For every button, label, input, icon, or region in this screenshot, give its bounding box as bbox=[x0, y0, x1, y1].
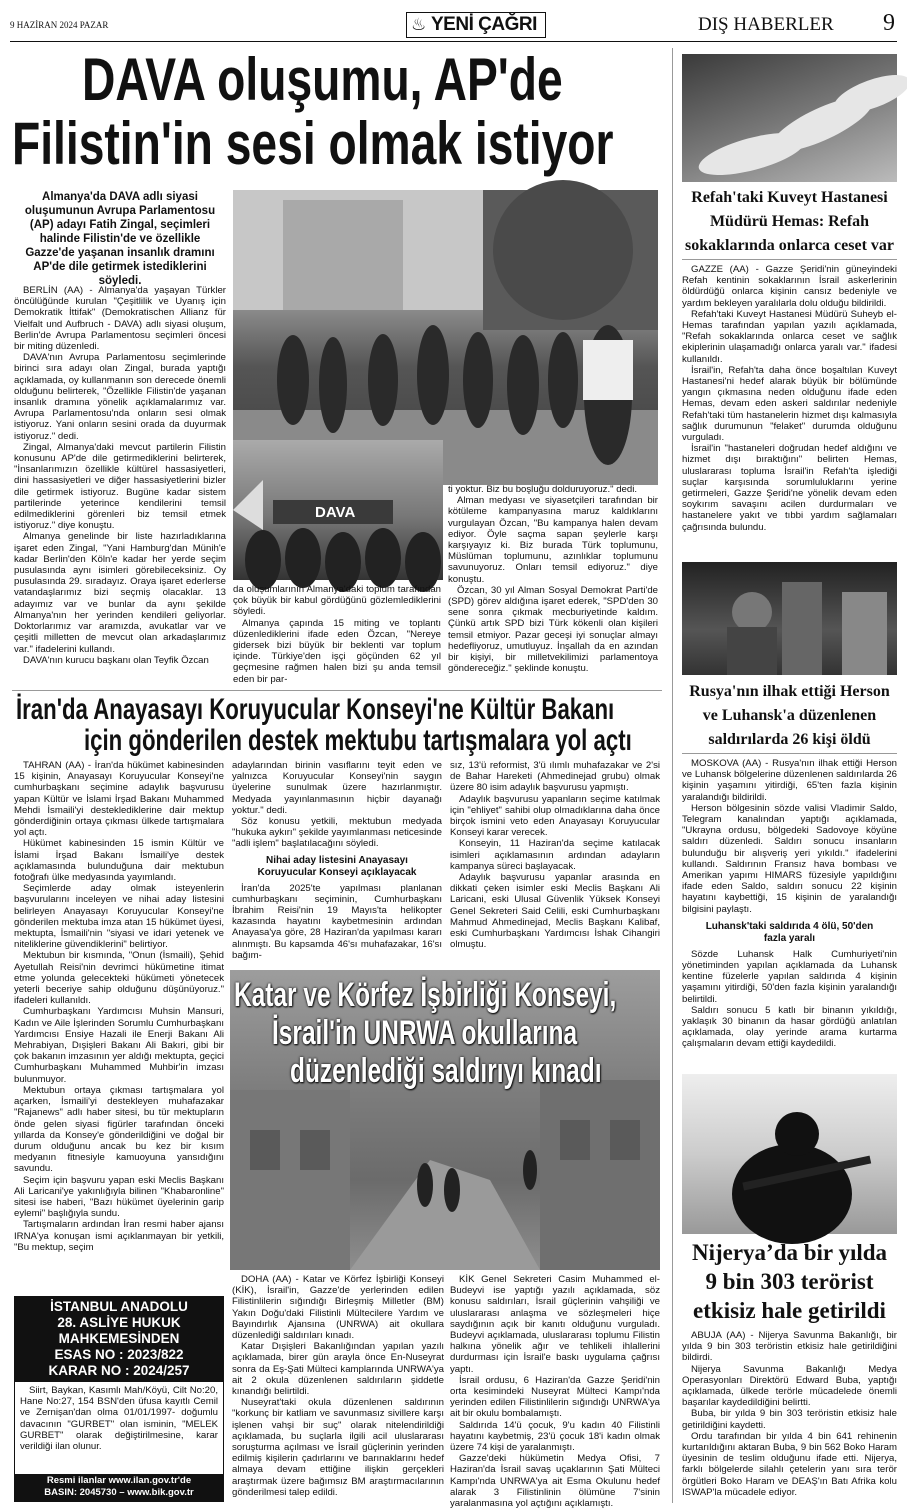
legal-line5: KARAR NO : 2024/257 bbox=[48, 1363, 190, 1378]
paragraph: Ordu tarafından bir yılda 4 bin 641 rehinenin kurtarıldığını aktaran Buba, 9 bin 562 Boko Haram üyesinin de teslim olduğunu ifade etti. Nijerya, farklı bölgelerde silahlı çetelerin yanı sıra terör örgütleri Boko Haram ve DEAŞ'ın Batı Afrika kolu ISWAP'la mücadele ediyor. bbox=[682, 1430, 897, 1498]
nigeria-headline-line3: etkisiz hale getirildi bbox=[693, 1298, 886, 1323]
paragraph: Adaylık başvurusu yapanlar arasında en dikkati çeken isimler eski Meclis Başkanı Ali Laricani, eski Ulusal Güvenlik Yüksek Konseyi Genel Sekreteri Said Celili, eski Cumhurbaşkanı Mahmud Ahmedinejad, Meclis Başkanı Kalibaf, eski Cumhurbaşkanı Yardımcısı İshak Cihangiri olmuştu. bbox=[450, 872, 660, 951]
gaza-headline-line2: İsrail'in UNRWA okullarına bbox=[272, 1014, 578, 1052]
paragraph: MOSKOVA (AA) - Rusya'nın ilhak ettiği Herson ve Luhansk bölgelerine düzenlenen saldırılarda 26 kişinin yaşamını yitirdiği, 65'ten fazla kişinin yaralandığı bildirildi. bbox=[682, 758, 897, 803]
refah-headline: Refah'taki Kuveyt Hastanesi Müdürü Hemas: Refah sokaklarında onlarca ceset var bbox=[682, 186, 897, 260]
iran-headline-line2: için gönderilen destek mektubu tartışmalara yol açtı bbox=[84, 724, 632, 757]
paragraph: Cumhurbaşkanı Yardımcısı Muhsin Mansuri, Kadın ve Aile İşlerinden Sorumlu Cumhurbaşkanı Yardımcısı Ensiye Hazali ile Enerji Bakanı Ali Mehrabiyan, Dışişleri Bakanı Ali Bakıri, gibi bir çok bakanın imzasının yer aldığı mektupta, geçici Cumhurbaşkanı Muhammed Muhbir'in imzası bulunmuyor. bbox=[14, 1006, 224, 1085]
paragraph: Almanya genelinde bir liste hazırladıklarına işaret eden Zingal, "Yani Hamburg'dan Münih'e kadar Berlin'den Köln'e kadar her yerde seçim pusulasında aynı isimleri görebileceksiniz. Oy pusulasında 29. sıradayız. Oraya işaret ederlerse vatandaşlarımız bizi seçmiş olacaklar. 13 adayımız var ve bunlar da aynı şekilde Almanya'nın her yerinden kendileri geliyorlar. Doktorlarımız var aramızda, avukatlar var ve çeşitli milletten de mevcut olan arkadaşlarımız var." ifadelerini kullandı. bbox=[14, 531, 226, 655]
iran-headline-line1: İran'da Anayasayı Koruyucular Konseyi'ne Kültür Bakanı bbox=[16, 693, 615, 726]
paragraph: GAZZE (AA) - Gazze Şeridi'nin güneyindeki Refah kentinin sokaklarının İsrail askerlerinin öldürdüğü onlarca kişinin cansız bedeniyle ve yardım bekleyen yaralılarla dolu olduğu bildirildi. bbox=[682, 264, 897, 309]
nigeria-headline bbox=[682, 1238, 897, 1328]
legal-notice-header bbox=[15, 1297, 223, 1382]
main-story-col2 bbox=[233, 584, 441, 685]
main-story-col1 bbox=[14, 285, 226, 677]
paragraph: Saldırıda 14'ü çocuk, 9'u kadın 40 Filistinli hayatını kaybetmiş, 23'ü çocuk 18'i kadın olmak üzere 74 kişi de yaralanmıştı. bbox=[450, 1419, 660, 1454]
paragraph: Katar Dışişleri Bakanlığından yapılan yazılı açıklamada, birer gün arayla önce En-Nuseyrat sonra da Eş-Şati Mülteci kamplarında UNRWA'ya ait 2 okula düzenlenen saldırıların şiddetle kınandığı belirtildi. bbox=[232, 1341, 444, 1398]
paragraph: ABUJA (AA) - Nijerya Savunma Bakanlığı, bir yılda 9 bin 303 teröristin etkisiz hale getirildiğini bildirdi. bbox=[682, 1330, 897, 1364]
refah-text bbox=[682, 264, 897, 556]
nigeria-text bbox=[682, 1330, 897, 1502]
gaza-school-photo bbox=[230, 970, 660, 1270]
dava-banner-text: DAVA bbox=[315, 504, 356, 521]
herson-photo bbox=[682, 562, 897, 675]
gaza-headline-line1: Katar ve Körfez İşbirliği Konseyi, bbox=[234, 976, 617, 1014]
paragraph: Alman medyası ve siyasetçileri tarafından bir kötüleme kampanyasına maruz kaldıklarını vurgulayan Özcan, "Bu kampanya halen devam ediyor. Öyle saçma sapan şeylerle karşı karşıyayız ki. Biz burada Türk toplumunu, Müslüman toplumunu, azınlıklar toplumunu savunuyoruz. Onları temsil ediyoruz." diye konuştu. bbox=[448, 495, 658, 585]
paragraph: BERLİN (AA) - Almanya'da yaşayan Türkler öncülüğünde kurulan "Çeşitlilik ve Uyanış için Demokratik İttifak" (Demokratischen Allianz für Vielfalt und Aufbruch - DAVA) adlı siyasi oluşum, Berlin'de Avrupa Parlamentosu seçimleri öncesi bir miting düzenledi. bbox=[14, 285, 226, 353]
paragraph: Refah'taki Kuveyt Hastanesi Müdürü Suheyb el-Hemas tarafından yapılan yazılı açıklamada, "Refah sokaklarında onlarca ceset ve sağlık ekiplerinin ulaşamadığı onlarca yaralı var." ifadesi kullanıldı. bbox=[682, 308, 897, 365]
sidebar-divider bbox=[672, 48, 673, 1503]
legal-line1: İSTANBUL ANADOLU bbox=[50, 1299, 188, 1314]
nigeria-photo bbox=[682, 1074, 897, 1234]
russia-headline: Rusya'nın ilhak ettiği Herson ve Luhansk'a düzenlenen saldırılarda 26 kişi öldü bbox=[682, 680, 897, 754]
legal-line3: MAHKEMESİNDEN bbox=[58, 1331, 180, 1346]
section-title: DIŞ HABERLER bbox=[698, 14, 834, 35]
paragraph: Zingal, Almanya'daki mevcut partilerin Filistin konusunu AP'de dile getirmediklerini belirterek, "İnsanlarımızın özellikle kültürel hassasiyetleri, dini hassasiyetleri ve diğer hassasiyetlerini bizler dile getirmek istiyoruz. Bugüne kadar sistem partilerinde yeterince kendilerini temsil edilmediklerini görenleri biz temsil etmek istiyoruz." diye konuştu. bbox=[14, 441, 226, 532]
iran-subhead: Nihai aday listesini Anayasayı Koruyucular Konseyi açıklayacak bbox=[257, 854, 417, 878]
dava-banner-photo bbox=[233, 440, 443, 580]
paragraph: KİK Genel Sekreteri Casim Muhammed el-Budeyvi ise yaptığı yazılı açıklamada, söz konusu saldırıları, İsrail güçlerinin vahşiliği ve uluslararası anlaşma ve sözleşmeleri hiçe saydığının açık bir kanıtı olduğunu vurguladı. Budeyvi açıklamada, uluslararası toplumu Filistin halkına yönelik ağır ve tehlikeli ihlallerini durdurması için İsrail'e baskı uygulama çağrısı yaptı. bbox=[450, 1274, 660, 1375]
nigeria-photo-drawing bbox=[682, 1074, 897, 1234]
paragraph: Seçimlerde aday olmak isteyenlerin başvurularını inceleyen ve nihai aday listesini belirleyen Anayasayı Koruyucular Konseyi'ne gönderilen mektuba imza atan 15 hükümet üyesi, mektupta, İsmaili'nin "siyasi ve idari yetenek ve niteliklerine güvendiklerini" belirtiyor. bbox=[14, 883, 224, 951]
legal-notice-footer bbox=[15, 1474, 223, 1501]
refah-photo-drawing bbox=[682, 54, 897, 182]
paragraph: Herson bölgesinin sözde valisi Vladimir Saldo, Telegram kanalından yaptığı açıklamada, "Ukrayna ordusu, bölgedeki Sadovoye köyüne saldırı düzenledi. Saldırı sonucu insanların bulunduğu bir alışveriş yeri yıkıldı." ifadelerini kullandı. Saldırının Fransız hava bombası ve Amerikan yapımı HIMARS füzesiyle yapıldığını ifade eden Saldo, saldırı sonucu 22 kişinin hayatını kaybettiği, 15 kişinin de yaralandığı bilgisini paylaştı. bbox=[682, 802, 897, 915]
paragraph: Hükümet kabinesinden 15 ismin Kültür ve İslami İrşad Bakanı İsmaili'ye destek açıklamasında bulunduğuna dair mektubun fotoğrafı ülke medyasında yayımlandı. bbox=[14, 838, 224, 884]
newspaper-logo bbox=[406, 12, 546, 38]
paragraph: Özcan, 30 yıl Alman Sosyal Demokrat Parti'de (SPD) görev aldığına işaret ederek, "SPD'den 30 sene sonra çıkmak mecburiyetinde kaldım. Çünkü artık SPD bizi Türk kökenli olan kişileri temsil etmiyor. Pazar geceşi iyi sonuçlar almayı hedefliyoruz, umutluyuz. İnşallah da en azından bir kişiyi, bir milletvekilimizi parlamentoya göndereceğiz." şeklinde konuştu. bbox=[448, 584, 658, 675]
paragraph: Söz konusu yetkili, mektubun medyada "hukuka aykırı" şekilde yayımlanması neticesinde "adli işlem" başlatılacağını söyledi. bbox=[232, 816, 442, 850]
refah-photo bbox=[682, 54, 897, 182]
main-story-lead: Almanya'da DAVA adlı siyasi oluşumunun Avrupa Parlamentosu (AP) adayı Fatih Zingal, seçimleri halinde Filistin'de ve özellikle Gazze'de yaşanan insanlık dramını AP'de dile getirmek istediklerini söyledi. bbox=[24, 191, 216, 287]
legal-line4: ESAS NO : 2023/822 bbox=[54, 1347, 184, 1362]
herson-photo-drawing bbox=[682, 562, 897, 675]
nigeria-headline-line2: 9 bin 303 terörist bbox=[705, 1269, 874, 1294]
paragraph: DAVA'nın Avrupa Parlamentosu seçimlerinde birinci sıra adayı olan Zingal, burada yaptığı açıklamada, oy kullanmanın son derecede önemli olduğunu belirterek, "Özellikle Filistin'de yaşanan insanlık dramına yönelik açıklamalarımız var. Avrupa Parlamentosu'nda onların sesi olmak istiyoruz. Yani onların sesini orada da duyurmak istiyoruz." dedi. bbox=[14, 352, 226, 442]
page-number: 9 bbox=[883, 10, 895, 36]
paragraph: İsrail'in, Refah'ta daha önce boşaltılan Kuveyt Hastanesi'ni hedef alarak büyük bir bölümünde yangın çıkmasına neden olduğunu ifade eden Hemas, devam eden askeri saldırılar nedeniyle Refah'taki tüm hastanelerin hizmet dışı kalmasıyla sağlık durumunun "felaket" durumda olduğunu vurguladı. bbox=[682, 364, 897, 444]
page-header bbox=[10, 8, 897, 42]
gaza-col2 bbox=[450, 1274, 660, 1509]
paragraph: ti yoktur. Biz bu boşluğu dolduruyoruz." dedi. bbox=[448, 484, 637, 495]
paragraph: adaylarından birinin vasıflarını teyit eden ve yalnızca Koruyucular Konseyi'nin saygın üyelerine sunulmak üzere hazırlanmıştır. Medyada yayınlanmasının hiçbir dayanağı yoktur." dedi. bbox=[232, 760, 442, 816]
paragraph: da oluşumlarının Almanya'daki toplum tarafından çok büyük bir kabul gördüğünü gözlemlediklerini söyledi. bbox=[233, 584, 441, 618]
main-story-col3 bbox=[448, 484, 658, 676]
paragraph: TAHRAN (AA) - İran'da hükümet kabinesinden 15 kişinin, Anayasayı Koruyucular Konseyi'ne cumhurbaşkanı seçimine adaylık başvurusu yapan Kültür ve İslami İrşad Bakanı Muhammed Mehdi İsmaili'yi desteklediklerine dair mektup gönderdiğinin ortaya çıkması ülkede tartışmalara yol açtı. bbox=[14, 760, 224, 839]
iran-col2 bbox=[232, 760, 442, 968]
russia-text bbox=[682, 758, 897, 1068]
iran-col1 bbox=[14, 760, 224, 1280]
main-headline-line2: Filistin'in sesi olmak istiyor bbox=[12, 110, 614, 177]
paragraph: İsrail'in "hastaneleri doğrudan hedef aldığını ve hizmet dışı bıraktığını" belirten Hemas, uluslararası topluma İsrail'in Refah'ta işlediği suçlar karşısında sorumluluklarını yerine getirmeleri, Gazze Şeridi'ne yönelik devam eden soykırım savaşını acilen durdurmaları ve hastanelere yakıt ve tıbbi yardım sağlamaları çağrısında bulundu. bbox=[682, 443, 897, 533]
gaza-headline-line3: düzenlediği saldırıyı kınadı bbox=[290, 1052, 602, 1090]
paragraph: Tartışmaların ardından İran resmi haber ajansı IRNA'ya konuşan ismi açıklanmayan bir yetkili, "Bu mektup, seçim bbox=[14, 1219, 224, 1253]
nigeria-headline-line1: Nijerya’da bir yılda bbox=[691, 1240, 888, 1265]
paragraph: Konseyin, 11 Haziran'da seçime katılacak isimleri açıklamasının ardından adayların kampanya süreci başlayacak. bbox=[450, 838, 660, 872]
paragraph: sız, 13'ü reformist, 3'ü ılımlı muhafazakar ve 2'si de Bahar Hareketi (Ahmedinejad grubu) olmak üzere 80 isim adaylık başvurusu yapmıştı. bbox=[450, 760, 660, 794]
issue-date: 9 HAZİRAN 2024 PAZAR bbox=[10, 20, 109, 30]
paragraph: Seçim için başvuru yapan eski Meclis Başkanı Ali Laricani'ye yakınlığıyla bilinen "Khabaronline" sitesi ise haberi, "Bazı hükümet üyelerinin garip eylemi" başlığıyla sundu. bbox=[14, 1174, 224, 1220]
paragraph: DOHA (AA) - Katar ve Körfez İşbirliği Konseyi (KİK), İsrail'in, Gazze'de yerlerinden edilen Filistinlilerin sığındığı Birleşmiş Milletler (BM) Yakın Doğu'daki Filistinli Mültecilere Yardım ve Bayındırlık Ajansına (UNRWA) ait okullara düzenlediği saldırıları kınadı. bbox=[232, 1274, 444, 1342]
paragraph: Mektubun bir kısmında, "Onun (İsmaili), Şehid Ayetullah Reisi'nin devrimci hükümetine itimat etme yolunda gelecekteki hükümeti yönetecek yeterli beceriye sahip olduğunu düşünüyoruz." ifadeleri kullanıldı. bbox=[14, 950, 224, 1007]
paragraph: İsrail ordusu, 6 Haziran'da Gazze Şeridi'nin orta kesimindeki Nuseyrat Mülteci Kampı'nda yerinden edilen Filistinlilerin sığındığı UNRWA'ya ait bir okulu bombalamıştı. bbox=[450, 1374, 660, 1420]
paragraph: Nijerya Savunma Bakanlığı Medya Operasyonları Direktörü Edward Buba, yaptığı açıklamada, ülkede terörle mücadelede önemli başarılar kaydedildiğini belirtti. bbox=[682, 1363, 897, 1409]
paragraph: Sözde Luhansk Halk Cumhuriyeti'nin yönetiminden yapılan açıklamada da Luhansk kentine füzelerle yapılan saldırıda 4 kişinin yaşamını yitirdiği, 50'den fazla kişinin yaralandığı belirtildi. bbox=[682, 948, 897, 1005]
russia-subhead: Luhansk'taki saldırıda 4 ölü, 50'den fazla yaralı bbox=[705, 920, 874, 944]
logo-text: YENİ ÇAĞRI bbox=[431, 14, 537, 35]
paragraph: Saldırı sonucu 5 katlı bir binanın yıkıldığı, yaklaşık 30 binanın da hasar gördüğü anlatılan açıklamada, olay yerinde arama kurtarma çalışmaların devam ettiği kaydedildi. bbox=[682, 1004, 897, 1050]
iran-headline bbox=[12, 690, 662, 756]
paragraph: Buba, bir yılda 9 bin 303 teröristin etkisiz hale getirildiğini kaydetti. bbox=[682, 1408, 897, 1431]
legal-line2: 28. ASLİYE HUKUK bbox=[57, 1315, 181, 1330]
paragraph: DAVA'nın kurucu başkanı olan Teyfik Özcan bbox=[23, 654, 209, 666]
paragraph: Mektubun ortaya çıkması tartışmalara yol açarken, İsmaili'yi destekleyen muhafazakar "Rajanews" adlı haber sitesi, bu tür mektupların önde gelen siyasi figürler tarafından önceki yıllarda da Konsey'e gönderildiğini ve doğal bir durum olduğunu ancak bu kez bir kısım medyanın fitnesiyle kamuoyuna yansıdığını savundu. bbox=[14, 1084, 224, 1175]
paragraph: Adaylık başvurusu yapanların seçime katılmak için "ehliyet" sahibi olup olmadıklarına daha önce birçok ismini veto eden Anayasayı Koruyucular Konseyi karar verecek. bbox=[450, 793, 660, 839]
legal-notice-text bbox=[15, 1382, 223, 1464]
iran-col3 bbox=[450, 760, 660, 968]
paragraph: Siirt, Baykan, Kasımlı Mah/Köyü, Cilt No:20, Hane No:27, 154 BSN'den üfusa kayıtlı Cemil ve Zernişan'dan olma 01/01/1997- doğumlu davacının "GURBET" olan isminin, "MELEK GURBET" olarak değiştirilmesine, karar verildiği ilan olunur. bbox=[20, 1385, 218, 1453]
legal-footer2: BASIN: 2045730 – www.bik.gov.tr bbox=[44, 1487, 194, 1498]
main-headline-line1: DAVA oluşumu, AP'de bbox=[82, 46, 563, 113]
legal-footer1: Resmi ilanlar www.ilan.gov.tr'de bbox=[46, 1475, 192, 1486]
gaza-col1 bbox=[232, 1274, 444, 1502]
paragraph: Gazze'deki hükümetin Medya Ofisi, 7 Haziran'da İsrail savaş uçaklarının Şati Mülteci Kampı'nda UNRWA'ya ait Esma Okulunu hedef alarak 3 Filistinlinin ölümüne 7'sinin yaralanmasına yol açtığını açıklamıştı. bbox=[450, 1453, 660, 1509]
paragraph: Nuseyrat'taki okula düzenlenen saldırının "korkunç bir katliam ve savunmasız sivillere karşı işlenen vahşi bir suç" olarak nitelendirildiği açıklamada, bu suçlarla ilgili acil uluslararası soruşturma açılması ve İsrail güçlerinin yerinden edilmiş kişilerin çadırlarını ve barınaklarını hedef almaya devam ettiğine ilişkin gerçekleri araştırmak üzere bağımsız BM araştırmacılarının gönderilmesi talep edildi. bbox=[232, 1397, 444, 1498]
paragraph: Almanya çapında 15 miting ve toplantı düzenlediklerini ifade eden Özcan, "Nereye gidersek bizi büyük bir beklenti var toplum içinde. Türkiye'den işçi göçünden 62 yıl geçmesine rağmen halen bizi şu anda temsil eden bir par- bbox=[233, 617, 441, 685]
legal-notice bbox=[14, 1296, 224, 1502]
logo-flame-icon: ♨ bbox=[411, 15, 427, 34]
main-headline bbox=[10, 48, 675, 183]
paragraph: İran'da 2025'te yapılması planlanan cumhurbaşkanı seçiminin, Cumhurbaşkanı İbrahim Reisi'nin 19 Mayıs'ta helikopter kazasında hayatını kaybetmesinin ardından Anayasa'ya göre, 28 Haziran'da yapılması kararı alınmıştı. Bu kapsamda 46'sı muhafazakar, 16'sı bağım- bbox=[232, 882, 442, 961]
